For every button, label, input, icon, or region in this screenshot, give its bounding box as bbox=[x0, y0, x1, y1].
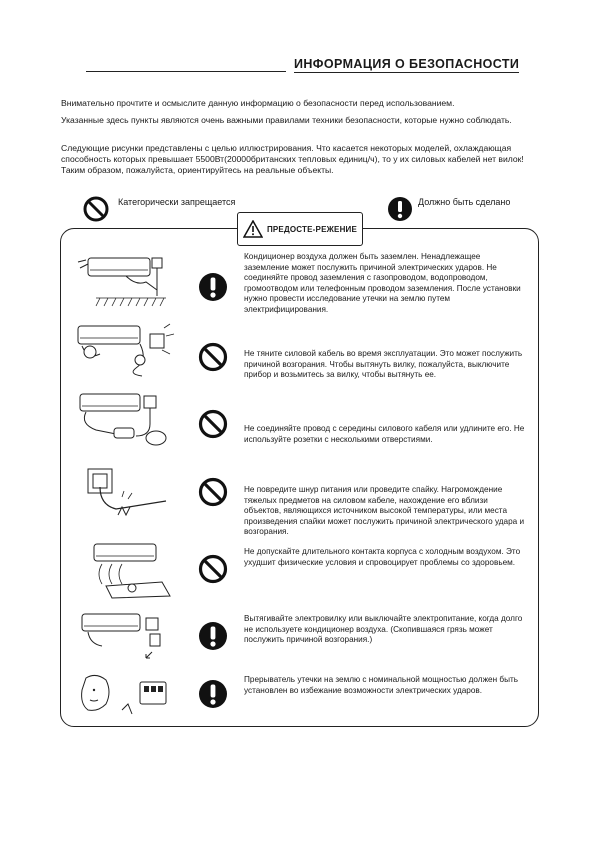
page-title: ИНФОРМАЦИЯ О БЕЗОПАСНОСТИ bbox=[294, 57, 520, 71]
unplug-illustration bbox=[66, 608, 176, 668]
cold-air-illustration bbox=[66, 540, 176, 600]
mandatory-icon bbox=[197, 620, 229, 652]
legend-prohibited bbox=[82, 195, 235, 223]
extension-cord-illustration bbox=[66, 390, 176, 450]
warning-label bbox=[237, 212, 363, 246]
warning-item-text: Кондиционер воздуха должен быть заземлен. Ненадлежащее заземление может послужить причиной электрических ударов. Не соединяйте провод заземления с газопроводом, водопроводом, громоотводом или телефонным проводом заземления. После установки нужно провести исследование утечки на землю путем электрифицирования. bbox=[244, 252, 521, 314]
intro-paragraph-2: Указанные здесь пункты являются очень важными правилами техники безопасности, которые нужно соблюдать. bbox=[61, 115, 512, 125]
mandatory-icon bbox=[197, 678, 229, 710]
warning-item-text: Не допускайте длительного контакта корпуса с холодным воздухом. Это ухудшит физические условия и спровоцирует проблемы со здоровьем. bbox=[244, 547, 521, 567]
grounding-wire-illustration bbox=[66, 250, 176, 310]
legend-prohibited-label: Категорически запрещается bbox=[118, 197, 236, 207]
mandatory-icon bbox=[197, 271, 229, 303]
warning-item-text: Не тяните силовой кабель во время эксплуатации. Это может послужить причиной возгорания. Чтобы вытянуть вилку, пожалуйста, выключите прибор и возьмитесь за вилку, чтобы вытянуть ее. bbox=[244, 349, 523, 380]
pulling-cable-illustration bbox=[66, 320, 176, 380]
prohibited-icon bbox=[197, 408, 229, 440]
warning-item-text: Вытягивайте электровилку или выключайте электропитание, когда долго не используете кондиционер воздуха. (Скопившаяся грязь может послужить причиной возгорания.) bbox=[244, 614, 523, 645]
prohibited-icon bbox=[197, 341, 229, 373]
prohibited-icon bbox=[197, 476, 229, 508]
damaged-cable-illustration bbox=[66, 465, 176, 525]
intro-paragraph-1: Внимательно прочтите и осмыслите данную информацию о безопасности перед использованием. bbox=[61, 98, 455, 108]
mandatory-icon bbox=[386, 195, 414, 223]
intro-paragraph-3: Следующие рисунки представлены с целью иллюстрирования. Что касается некоторых моделей, охлаждающая способность которых превышает 5500Вт(20000британских тепловых единиц/ч), то у их силовых кабелей нет вилок! Таким образом, пожалуйста, ориентируйтесь на реальные объекты. bbox=[61, 143, 524, 175]
header-rule bbox=[86, 71, 286, 72]
warning-item-text: Не соединяйте провод с середины силового кабеля или удлините его. Не используйте розетки с несколькими отверстиями. bbox=[244, 424, 525, 444]
prohibited-icon bbox=[197, 553, 229, 585]
legend-mandatory-label: Должно быть сделано bbox=[418, 197, 511, 207]
warning-label-text: ПРЕДОСТЕ-РЕЖЕНИЕ bbox=[266, 224, 358, 234]
breaker-illustration bbox=[66, 670, 176, 722]
warning-triangle-icon bbox=[243, 220, 263, 238]
legend-mandatory bbox=[386, 195, 510, 223]
warning-item-text: Прерыватель утечки на землю с номинальной мощностью должен быть установлен во избежание возможности электрических ударов. bbox=[244, 675, 518, 695]
prohibited-icon bbox=[82, 195, 110, 223]
warning-item-text: Не повредите шнур питания или проведите спайку. Нагромождение тяжелых предметов на силовом кабеле, нахождение его вблизи объектов, являющихся источником высокой температуры, или места произведения спайки может послужить причиной электрического удара и возгорания. bbox=[244, 485, 525, 537]
